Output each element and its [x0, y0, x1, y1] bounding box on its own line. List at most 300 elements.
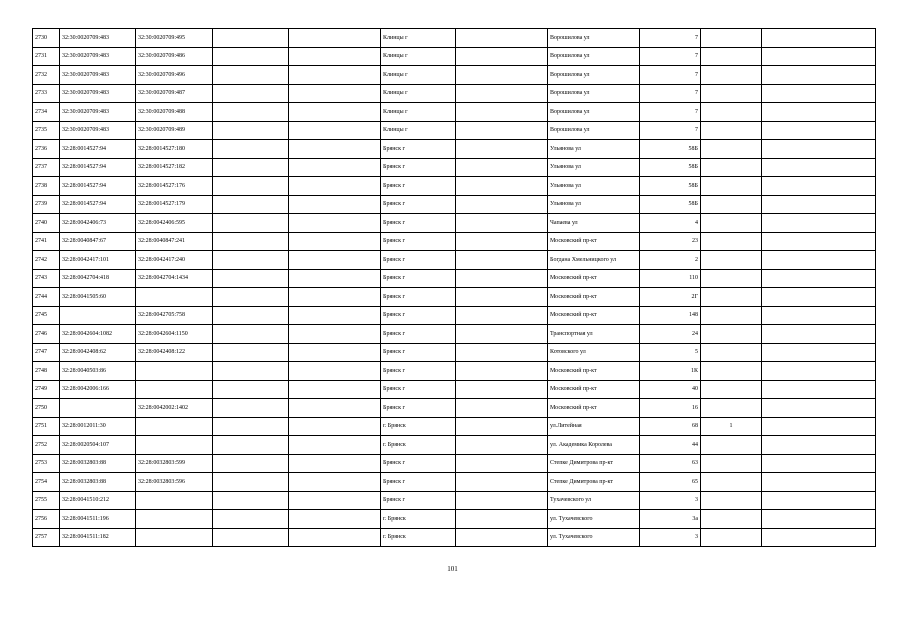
- cell-col-empty-a: [213, 380, 289, 399]
- cell-house-number: 5: [640, 343, 701, 362]
- cell-row-number: 2732: [33, 66, 60, 85]
- table-row: [33, 417, 876, 436]
- cell-extra-value: [701, 399, 762, 418]
- cell-locality: Брянск г: [381, 491, 456, 510]
- cell-house-number: 7: [640, 84, 701, 103]
- cell-locality: Брянск г: [381, 158, 456, 177]
- cell-col-empty-c: [456, 491, 548, 510]
- cell-cadastral-number: 32:28:0032803:88: [60, 454, 136, 473]
- table-row: [33, 214, 876, 233]
- cell-col-empty-b: [289, 121, 381, 140]
- cell-street: ул. Тухачевского: [548, 528, 640, 547]
- cell-extra-value: [701, 380, 762, 399]
- cell-extra-value: [701, 269, 762, 288]
- cell-locality: Брянск г: [381, 454, 456, 473]
- cell-col-empty-a: [213, 436, 289, 455]
- cell-street: Богдана Хмельницкого ул: [548, 251, 640, 270]
- table-row: [33, 29, 876, 48]
- table-row: [33, 473, 876, 492]
- cell-col-empty-b: [289, 362, 381, 381]
- cell-col-empty-b: [289, 103, 381, 122]
- cell-col-empty-b: [289, 214, 381, 233]
- cell-cadastral-number: 32:28:0042406:73: [60, 214, 136, 233]
- cell-col-empty-a: [213, 158, 289, 177]
- cell-sub-cadastral-number: 32:28:0042406:595: [136, 214, 213, 233]
- table-row: [33, 306, 876, 325]
- cell-extra-value: [701, 288, 762, 307]
- table-body: [33, 29, 876, 547]
- cell-col-empty-b: [289, 491, 381, 510]
- cell-cadastral-number: 32:28:0014527:94: [60, 140, 136, 159]
- cell-col-empty-d: [762, 232, 876, 251]
- cell-house-number: 7: [640, 29, 701, 48]
- cell-cadastral-number: 32:28:0014527:94: [60, 158, 136, 177]
- cell-col-empty-d: [762, 491, 876, 510]
- cell-locality: Клинцы г: [381, 47, 456, 66]
- table-row: [33, 362, 876, 381]
- cell-sub-cadastral-number: 32:30:0020709:488: [136, 103, 213, 122]
- cell-street: Степке Димитрова пр-кт: [548, 473, 640, 492]
- cell-house-number: 7: [640, 47, 701, 66]
- cell-cadastral-number: 32:28:0042006:166: [60, 380, 136, 399]
- cell-row-number: 2743: [33, 269, 60, 288]
- cell-sub-cadastral-number: 32:28:0042408:122: [136, 343, 213, 362]
- cell-sub-cadastral-number: [136, 417, 213, 436]
- cell-col-empty-a: [213, 195, 289, 214]
- cell-sub-cadastral-number: 32:30:0020709:486: [136, 47, 213, 66]
- cell-sub-cadastral-number: 32:28:0032803:596: [136, 473, 213, 492]
- cell-extra-value: [701, 343, 762, 362]
- cell-sub-cadastral-number: 32:30:0020709:495: [136, 29, 213, 48]
- cell-sub-cadastral-number: [136, 491, 213, 510]
- cell-col-empty-d: [762, 84, 876, 103]
- cell-col-empty-a: [213, 491, 289, 510]
- cell-col-empty-a: [213, 140, 289, 159]
- cell-house-number: 58Б: [640, 158, 701, 177]
- cell-col-empty-d: [762, 29, 876, 48]
- cell-col-empty-b: [289, 417, 381, 436]
- cell-col-empty-d: [762, 121, 876, 140]
- cell-extra-value: [701, 528, 762, 547]
- cell-row-number: 2736: [33, 140, 60, 159]
- cell-col-empty-d: [762, 399, 876, 418]
- cell-house-number: 148: [640, 306, 701, 325]
- cell-cadastral-number: [60, 399, 136, 418]
- cell-row-number: 2735: [33, 121, 60, 140]
- cell-sub-cadastral-number: 32:28:0014527:176: [136, 177, 213, 196]
- cell-extra-value: [701, 251, 762, 270]
- cell-col-empty-a: [213, 343, 289, 362]
- table-row: [33, 232, 876, 251]
- cell-col-empty-c: [456, 29, 548, 48]
- cell-col-empty-a: [213, 454, 289, 473]
- cell-extra-value: [701, 29, 762, 48]
- cell-col-empty-c: [456, 454, 548, 473]
- cell-house-number: 58Б: [640, 140, 701, 159]
- cell-cadastral-number: 32:28:0040503:86: [60, 362, 136, 381]
- cell-street: Московский пр-кт: [548, 288, 640, 307]
- cell-extra-value: [701, 510, 762, 529]
- cell-col-empty-d: [762, 140, 876, 159]
- cell-col-empty-a: [213, 399, 289, 418]
- cell-locality: Клинцы г: [381, 29, 456, 48]
- cell-street: Ворошилова ул: [548, 29, 640, 48]
- cell-locality: Брянск г: [381, 269, 456, 288]
- cell-extra-value: [701, 47, 762, 66]
- cell-col-empty-c: [456, 140, 548, 159]
- cell-row-number: 2730: [33, 29, 60, 48]
- cell-row-number: 2733: [33, 84, 60, 103]
- cell-house-number: 24: [640, 325, 701, 344]
- cell-street: ул. Академика Королева: [548, 436, 640, 455]
- cell-row-number: 2745: [33, 306, 60, 325]
- cell-extra-value: [701, 325, 762, 344]
- table-row: [33, 47, 876, 66]
- cell-street: Тухачевского ул: [548, 491, 640, 510]
- table-row: [33, 121, 876, 140]
- cell-col-empty-a: [213, 288, 289, 307]
- cell-house-number: 2Г: [640, 288, 701, 307]
- cell-col-empty-c: [456, 158, 548, 177]
- cell-col-empty-c: [456, 362, 548, 381]
- cell-row-number: 2746: [33, 325, 60, 344]
- cell-locality: Брянск г: [381, 343, 456, 362]
- cell-col-empty-d: [762, 66, 876, 85]
- cell-col-empty-a: [213, 306, 289, 325]
- cell-col-empty-d: [762, 362, 876, 381]
- cell-row-number: 2748: [33, 362, 60, 381]
- cell-row-number: 2731: [33, 47, 60, 66]
- cell-locality: Брянск г: [381, 251, 456, 270]
- cell-col-empty-c: [456, 436, 548, 455]
- cell-street: ул. Тухачевского: [548, 510, 640, 529]
- cell-sub-cadastral-number: [136, 436, 213, 455]
- cell-col-empty-d: [762, 380, 876, 399]
- cell-col-empty-b: [289, 454, 381, 473]
- cell-house-number: 65: [640, 473, 701, 492]
- cell-house-number: 68: [640, 417, 701, 436]
- cell-sub-cadastral-number: [136, 380, 213, 399]
- cell-extra-value: [701, 214, 762, 233]
- cell-locality: Клинцы г: [381, 103, 456, 122]
- cell-cadastral-number: 32:28:0020504:107: [60, 436, 136, 455]
- cell-col-empty-d: [762, 325, 876, 344]
- cell-sub-cadastral-number: 32:28:0014527:182: [136, 158, 213, 177]
- cell-col-empty-c: [456, 84, 548, 103]
- cell-street: Ворошилова ул: [548, 103, 640, 122]
- cell-extra-value: [701, 66, 762, 85]
- cell-cadastral-number: 32:30:0020709:483: [60, 66, 136, 85]
- cell-house-number: 40: [640, 380, 701, 399]
- cell-col-empty-d: [762, 288, 876, 307]
- cell-street: Московский пр-кт: [548, 306, 640, 325]
- cell-extra-value: [701, 177, 762, 196]
- cell-row-number: 2734: [33, 103, 60, 122]
- cell-col-empty-c: [456, 177, 548, 196]
- cell-house-number: 58Б: [640, 177, 701, 196]
- cell-col-empty-a: [213, 29, 289, 48]
- cell-locality: Брянск г: [381, 214, 456, 233]
- cell-col-empty-a: [213, 251, 289, 270]
- cell-extra-value: [701, 362, 762, 381]
- cell-sub-cadastral-number: 32:28:0042604:1150: [136, 325, 213, 344]
- cell-col-empty-a: [213, 121, 289, 140]
- data-table: [32, 28, 876, 547]
- cell-cadastral-number: 32:28:0014527:94: [60, 177, 136, 196]
- cell-col-empty-b: [289, 269, 381, 288]
- cell-sub-cadastral-number: [136, 288, 213, 307]
- cell-col-empty-b: [289, 510, 381, 529]
- cell-col-empty-c: [456, 214, 548, 233]
- cell-col-empty-c: [456, 269, 548, 288]
- cell-col-empty-a: [213, 84, 289, 103]
- cell-house-number: 3: [640, 491, 701, 510]
- cell-extra-value: [701, 84, 762, 103]
- cell-col-empty-c: [456, 251, 548, 270]
- cell-col-empty-c: [456, 288, 548, 307]
- cell-col-empty-b: [289, 325, 381, 344]
- cell-cadastral-number: 32:28:0014527:94: [60, 195, 136, 214]
- cell-street: Степке Димитрова пр-кт: [548, 454, 640, 473]
- cell-street: Котовского ул: [548, 343, 640, 362]
- cell-row-number: 2741: [33, 232, 60, 251]
- cell-street: Ворошилова ул: [548, 47, 640, 66]
- cell-row-number: 2747: [33, 343, 60, 362]
- table-row: [33, 343, 876, 362]
- cell-row-number: 2739: [33, 195, 60, 214]
- cell-col-empty-a: [213, 473, 289, 492]
- cell-col-empty-c: [456, 417, 548, 436]
- cell-cadastral-number: 32:28:0042417:101: [60, 251, 136, 270]
- cell-sub-cadastral-number: 32:28:0014527:180: [136, 140, 213, 159]
- cell-col-empty-d: [762, 251, 876, 270]
- cell-col-empty-a: [213, 510, 289, 529]
- cell-sub-cadastral-number: [136, 362, 213, 381]
- cell-col-empty-d: [762, 47, 876, 66]
- cell-col-empty-a: [213, 66, 289, 85]
- cell-col-empty-d: [762, 195, 876, 214]
- cell-col-empty-a: [213, 269, 289, 288]
- cell-col-empty-d: [762, 454, 876, 473]
- cell-house-number: 3а: [640, 510, 701, 529]
- cell-col-empty-b: [289, 29, 381, 48]
- cell-extra-value: [701, 454, 762, 473]
- cell-col-empty-c: [456, 103, 548, 122]
- cell-row-number: 2738: [33, 177, 60, 196]
- cell-col-empty-a: [213, 362, 289, 381]
- cell-cadastral-number: 32:28:0012011:30: [60, 417, 136, 436]
- cell-extra-value: [701, 232, 762, 251]
- cell-extra-value: [701, 436, 762, 455]
- cell-col-empty-a: [213, 232, 289, 251]
- table-row: [33, 140, 876, 159]
- cell-house-number: 7: [640, 121, 701, 140]
- cell-row-number: 2744: [33, 288, 60, 307]
- table-row: [33, 66, 876, 85]
- cell-cadastral-number: 32:28:0041511:182: [60, 528, 136, 547]
- cell-col-empty-d: [762, 473, 876, 492]
- table-row: [33, 436, 876, 455]
- cell-cadastral-number: 32:28:0041511:196: [60, 510, 136, 529]
- cell-locality: Клинцы г: [381, 66, 456, 85]
- table-row: [33, 325, 876, 344]
- cell-col-empty-d: [762, 103, 876, 122]
- table-row: [33, 380, 876, 399]
- cell-col-empty-a: [213, 417, 289, 436]
- cell-locality: Брянск г: [381, 399, 456, 418]
- cell-cadastral-number: 32:30:0020709:483: [60, 47, 136, 66]
- cell-row-number: 2751: [33, 417, 60, 436]
- cell-cadastral-number: 32:28:0040847:67: [60, 232, 136, 251]
- cell-locality: Брянск г: [381, 306, 456, 325]
- cell-extra-value: [701, 121, 762, 140]
- cell-col-empty-c: [456, 510, 548, 529]
- cell-sub-cadastral-number: 32:28:0042417:240: [136, 251, 213, 270]
- cell-col-empty-d: [762, 269, 876, 288]
- cell-locality: Брянск г: [381, 473, 456, 492]
- cell-col-empty-c: [456, 195, 548, 214]
- cell-col-empty-d: [762, 306, 876, 325]
- cell-col-empty-b: [289, 232, 381, 251]
- table-row: [33, 177, 876, 196]
- cell-col-empty-b: [289, 84, 381, 103]
- cell-sub-cadastral-number: [136, 528, 213, 547]
- cell-col-empty-d: [762, 214, 876, 233]
- cell-locality: Брянск г: [381, 232, 456, 251]
- cell-col-empty-c: [456, 121, 548, 140]
- table-row: [33, 158, 876, 177]
- cell-col-empty-a: [213, 214, 289, 233]
- cell-house-number: 4: [640, 214, 701, 233]
- cell-row-number: 2754: [33, 473, 60, 492]
- cell-street: Московский пр-кт: [548, 269, 640, 288]
- cell-row-number: 2756: [33, 510, 60, 529]
- cell-col-empty-b: [289, 343, 381, 362]
- cell-col-empty-b: [289, 47, 381, 66]
- cell-col-empty-c: [456, 325, 548, 344]
- cell-sub-cadastral-number: 32:28:0042002:1402: [136, 399, 213, 418]
- cell-extra-value: [701, 158, 762, 177]
- cell-extra-value: [701, 473, 762, 492]
- cell-col-empty-c: [456, 343, 548, 362]
- cell-col-empty-b: [289, 140, 381, 159]
- cell-col-empty-b: [289, 380, 381, 399]
- cell-street: Московский пр-кт: [548, 399, 640, 418]
- table-row: [33, 195, 876, 214]
- cell-cadastral-number: 32:28:0042704:418: [60, 269, 136, 288]
- cell-col-empty-a: [213, 47, 289, 66]
- table-row: [33, 491, 876, 510]
- cell-col-empty-a: [213, 325, 289, 344]
- cell-street: Ульянова ул: [548, 177, 640, 196]
- cell-row-number: 2753: [33, 454, 60, 473]
- cell-house-number: 7: [640, 66, 701, 85]
- cell-street: ул.Литейная: [548, 417, 640, 436]
- cell-row-number: 2749: [33, 380, 60, 399]
- cell-sub-cadastral-number: 32:28:0014527:179: [136, 195, 213, 214]
- cell-locality: Брянск г: [381, 380, 456, 399]
- cell-col-empty-d: [762, 528, 876, 547]
- cell-locality: Клинцы г: [381, 84, 456, 103]
- table-row: [33, 269, 876, 288]
- cell-house-number: 63: [640, 454, 701, 473]
- page-number: 101: [447, 565, 458, 573]
- cell-locality: Брянск г: [381, 195, 456, 214]
- cell-house-number: 2: [640, 251, 701, 270]
- table-row: [33, 288, 876, 307]
- cell-extra-value: [701, 195, 762, 214]
- cell-street: Московский пр-кт: [548, 380, 640, 399]
- cell-house-number: 44: [640, 436, 701, 455]
- cell-street: Московский пр-кт: [548, 232, 640, 251]
- cell-locality: Брянск г: [381, 177, 456, 196]
- cell-locality: г. Брянск: [381, 528, 456, 547]
- cell-col-empty-b: [289, 473, 381, 492]
- cell-row-number: 2742: [33, 251, 60, 270]
- cell-col-empty-b: [289, 66, 381, 85]
- cell-col-empty-d: [762, 417, 876, 436]
- cell-col-empty-c: [456, 232, 548, 251]
- cell-extra-value: 1: [701, 417, 762, 436]
- cell-col-empty-a: [213, 177, 289, 196]
- table-row: [33, 528, 876, 547]
- cell-sub-cadastral-number: [136, 510, 213, 529]
- cell-extra-value: [701, 140, 762, 159]
- cell-col-empty-c: [456, 528, 548, 547]
- cell-col-empty-d: [762, 158, 876, 177]
- cell-sub-cadastral-number: 32:28:0040847:241: [136, 232, 213, 251]
- cell-col-empty-c: [456, 380, 548, 399]
- cell-locality: г. Брянск: [381, 510, 456, 529]
- cell-street: Ульянова ул: [548, 140, 640, 159]
- cell-locality: Брянск г: [381, 140, 456, 159]
- table-row: [33, 103, 876, 122]
- cell-col-empty-a: [213, 528, 289, 547]
- cell-locality: г. Брянск: [381, 417, 456, 436]
- cell-locality: Брянск г: [381, 288, 456, 307]
- cell-col-empty-b: [289, 251, 381, 270]
- cell-locality: Клинцы г: [381, 121, 456, 140]
- cell-sub-cadastral-number: 32:28:0042705:758: [136, 306, 213, 325]
- cell-col-empty-d: [762, 510, 876, 529]
- cell-cadastral-number: 32:28:0042408:62: [60, 343, 136, 362]
- table-row: [33, 399, 876, 418]
- cell-street: Чапаева ул: [548, 214, 640, 233]
- cell-col-empty-d: [762, 436, 876, 455]
- cell-locality: Брянск г: [381, 362, 456, 381]
- cell-col-empty-a: [213, 103, 289, 122]
- cell-house-number: 3: [640, 528, 701, 547]
- cell-cadastral-number: 32:30:0020709:483: [60, 121, 136, 140]
- cell-cadastral-number: 32:30:0020709:483: [60, 84, 136, 103]
- cell-street: Московский пр-кт: [548, 362, 640, 381]
- cell-street: Ворошилова ул: [548, 66, 640, 85]
- cell-house-number: 110: [640, 269, 701, 288]
- cell-row-number: 2755: [33, 491, 60, 510]
- table-row: [33, 454, 876, 473]
- cell-row-number: 2737: [33, 158, 60, 177]
- cell-locality: Брянск г: [381, 325, 456, 344]
- cell-col-empty-c: [456, 47, 548, 66]
- cell-extra-value: [701, 103, 762, 122]
- cell-street: Транспортная ул: [548, 325, 640, 344]
- cell-sub-cadastral-number: 32:28:0032803:599: [136, 454, 213, 473]
- cell-street: Ворошилова ул: [548, 121, 640, 140]
- cell-house-number: 58Б: [640, 195, 701, 214]
- table-row: [33, 84, 876, 103]
- cell-extra-value: [701, 306, 762, 325]
- cell-col-empty-c: [456, 66, 548, 85]
